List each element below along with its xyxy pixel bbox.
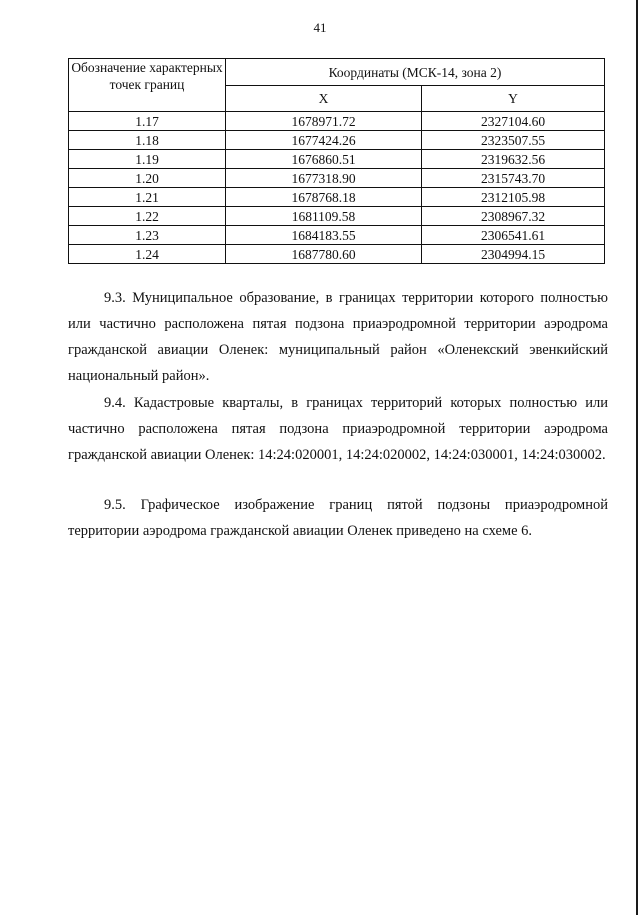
- x-cell: 1687780.60: [226, 245, 422, 264]
- table-row: [69, 169, 605, 188]
- point-cell: 1.24: [69, 245, 226, 264]
- point-cell: 1.17: [69, 112, 226, 131]
- point-cell: 1.19: [69, 150, 226, 169]
- x-cell: 1684183.55: [226, 226, 422, 245]
- table-row: [69, 112, 605, 131]
- point-cell: 1.21: [69, 188, 226, 207]
- paragraph-9-3-block: [68, 285, 608, 389]
- y-cell: 2323507.55: [422, 131, 605, 150]
- point-cell: 1.18: [69, 131, 226, 150]
- y-cell: 2308967.32: [422, 207, 605, 226]
- paragraph-9-5: 9.5. Графическое изображение границ пятой подзоны приаэродромной территории аэродрома гражданской авиации Оленек приведено на схеме 6.: [68, 497, 608, 539]
- header-coordinates: Координаты (МСК-14, зона 2): [226, 59, 605, 86]
- paragraph-9-5-block: [68, 492, 608, 544]
- x-cell: 1676860.51: [226, 150, 422, 169]
- table-row: [69, 207, 605, 226]
- point-cell: 1.22: [69, 207, 226, 226]
- paragraph-9-4-block: [68, 390, 608, 468]
- y-cell: 2315743.70: [422, 169, 605, 188]
- paragraph-9-3: 9.3. Муниципальное образование, в границах территории которого полностью или частично расположена пятая подзона приаэродромной территории аэродрома гражданской авиации Оленек: муниципальный район «Оленекский эвенкийский национальный район».: [68, 290, 608, 384]
- table-row: [69, 226, 605, 245]
- y-cell: 2319632.56: [422, 150, 605, 169]
- header-x: X: [226, 86, 422, 112]
- x-cell: 1678768.18: [226, 188, 422, 207]
- y-cell: 2304994.15: [422, 245, 605, 264]
- page-edge-line: [636, 0, 638, 915]
- header-point-designation: Обозначение характерных точек границ: [69, 59, 226, 112]
- header-y: Y: [422, 86, 605, 112]
- table-row: [69, 150, 605, 169]
- table-row: [69, 131, 605, 150]
- x-cell: 1678971.72: [226, 112, 422, 131]
- point-cell: 1.20: [69, 169, 226, 188]
- y-cell: 2312105.98: [422, 188, 605, 207]
- x-cell: 1677318.90: [226, 169, 422, 188]
- y-cell: 2327104.60: [422, 112, 605, 131]
- y-cell: 2306541.61: [422, 226, 605, 245]
- table-row: [69, 188, 605, 207]
- coordinates-table: [68, 58, 605, 264]
- x-cell: 1677424.26: [226, 131, 422, 150]
- x-cell: 1681109.58: [226, 207, 422, 226]
- paragraph-9-4: 9.4. Кадастровые кварталы, в границах территорий которых полностью или частично расположена пятая подзона приаэродромной территории аэродрома гражданской авиации Оленек: 14:24:020001, 14:24:020002, 14:24:030001, 14:24:030002.: [68, 395, 608, 463]
- page-number: 41: [313, 20, 327, 35]
- table-row: [69, 245, 605, 264]
- point-cell: 1.23: [69, 226, 226, 245]
